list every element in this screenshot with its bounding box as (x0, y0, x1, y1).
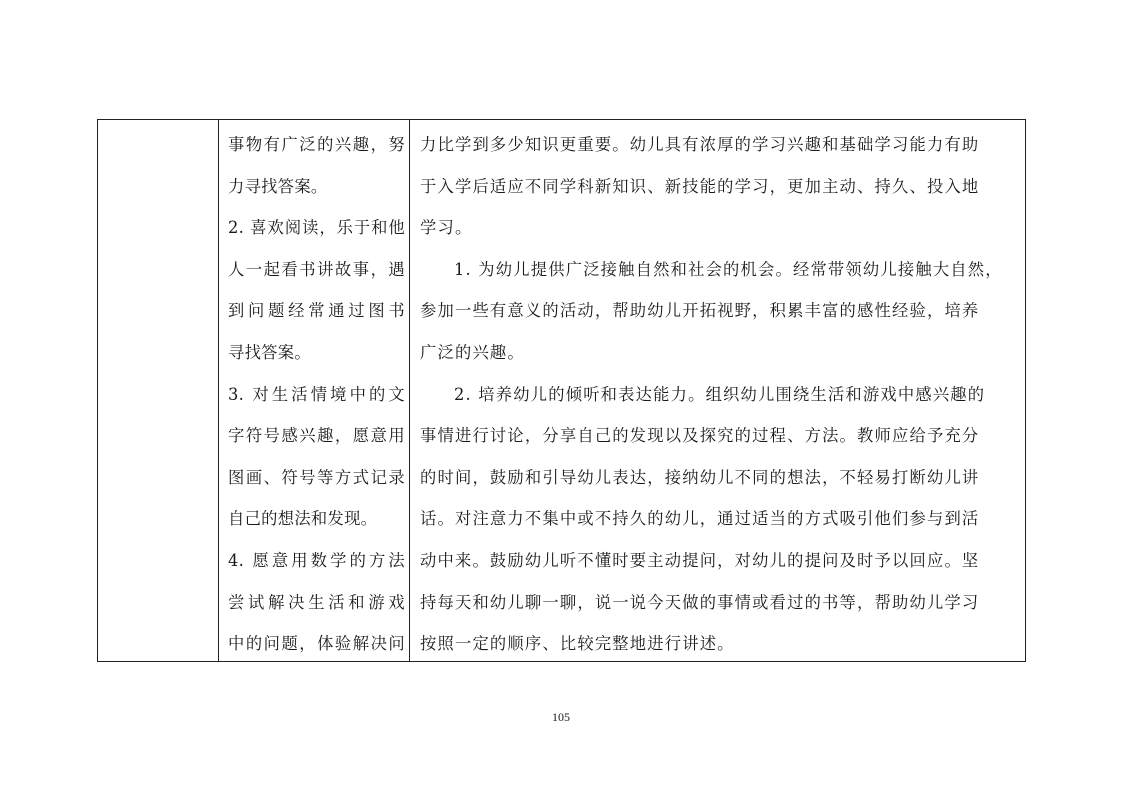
guidance-text-line: 动中来。鼓励幼儿听不懂时要主动提问，对幼儿的提问及时予以回应。坚 (420, 550, 980, 570)
table-column-category (98, 120, 219, 661)
guidance-text-line: 于入学后适应不同学科新知识、新技能的学习，更加主动、持久、投入地 (420, 176, 980, 196)
guidance-text-line: 广泛的兴趣。 (420, 342, 525, 362)
table-column-guidance (410, 120, 1025, 661)
goal-text-line: 3. 对生活情境中的文 (228, 384, 405, 404)
goal-text-line: 事物有广泛的兴趣，努 (228, 135, 405, 154)
goal-text-line: 自己的想法和发现。 (228, 509, 378, 529)
goal-text-line: 力寻找答案。 (228, 176, 328, 196)
guidance-text-line: 的时间，鼓励和引导幼儿表达，接纳幼儿不同的想法，不轻易打断幼儿讲 (420, 467, 980, 487)
goal-text-line: 中的问题，体验解决问 (228, 634, 405, 654)
guidance-text-line: 2. 培养幼儿的倾听和表达能力。组织幼儿围绕生活和游戏中感兴趣的 (454, 384, 986, 404)
content-table (97, 119, 1026, 662)
guidance-text-line: 1. 为幼儿提供广泛接触自然和社会的机会。经常带领幼儿接触大自然， (454, 259, 1003, 279)
guidance-text-line: 按照一定的顺序、比较完整地进行讲述。 (420, 634, 735, 654)
goal-text-line: 图画、符号等方式记录 (228, 467, 405, 487)
goal-text-line: 到问题经常通过图书 (228, 301, 405, 321)
goal-text-line: 4. 愿意用数学的方法 (228, 550, 405, 570)
guidance-text-line: 话。对注意力不集中或不持久的幼儿，通过适当的方式吸引他们参与到活 (420, 509, 980, 529)
goal-text-line: 字符号感兴趣，愿意用 (228, 426, 405, 446)
goal-text-line: 尝试解决生活和游戏 (228, 592, 405, 612)
guidance-text-line: 事情进行讨论，分享自己的发现以及探究的过程、方法。教师应给予充分 (420, 426, 980, 446)
goal-text-line: 人一起看书讲故事，遇 (228, 259, 405, 279)
guidance-text-line: 力比学到多少知识更重要。幼儿具有浓厚的学习兴趣和基础学习能力有助 (420, 135, 980, 154)
guidance-text-line: 学习。 (420, 218, 473, 238)
goal-text-line: 2. 喜欢阅读，乐于和他 (228, 218, 405, 238)
table-column-goals (219, 120, 410, 661)
page-number: 105 (552, 710, 570, 724)
guidance-text-line: 持每天和幼儿聊一聊，说一说今天做的事情或看过的书等，帮助幼儿学习 (420, 592, 980, 612)
goal-text-line: 寻找答案。 (228, 342, 311, 362)
guidance-text-line: 参加一些有意义的活动，帮助幼儿开拓视野，积累丰富的感性经验，培养 (420, 301, 980, 321)
